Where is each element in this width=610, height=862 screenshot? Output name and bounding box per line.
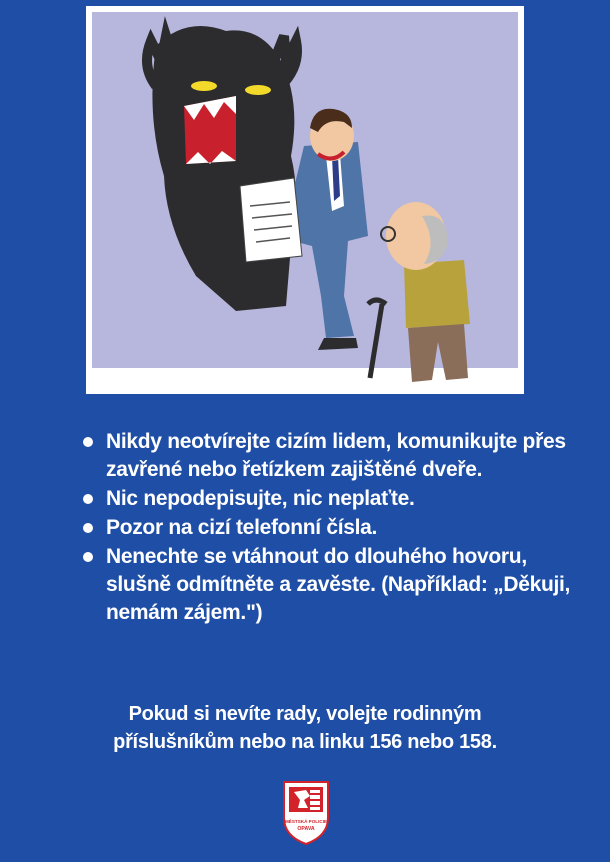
advice-text [60,700,550,756]
scam-scene-icon [86,6,524,394]
bullet-icon [83,437,93,447]
list-item [80,543,580,627]
city-police-logo [280,778,332,851]
safety-tips-list [80,428,580,628]
list-item [80,514,580,542]
tip-text: Nic nepodepisujte, nic neplaťte. [106,487,415,510]
list-item [80,428,580,484]
bullet-icon [83,523,93,533]
advice-line: příslušníkům nebo na linku 156 nebo 158. [113,731,497,753]
tip-text: Nenechte se vtáhnout do dlouhého hovoru, slušně odmítněte a zavěste. (Například: „Děkuji, nemám zájem.") [106,545,571,624]
bullet-icon [83,494,93,504]
tip-text: Pozor na cizí telefonní čísla. [106,516,378,539]
warning-illustration [86,6,524,394]
advice-line: Pokud si nevíte rady, volejte rodinným [128,703,482,725]
city-police-opava-shield-icon [280,778,332,846]
logo-text-line1: MĚSTSKÁ POLICIE [284,819,328,824]
logo-text-line2: OPAVA [297,826,315,832]
bullet-icon [83,552,93,562]
tip-text: Nikdy neotvírejte cizím lidem, komunikujte přes zavřené nebo řetízkem zajištěné dveře. [106,430,566,481]
list-item [80,485,580,513]
